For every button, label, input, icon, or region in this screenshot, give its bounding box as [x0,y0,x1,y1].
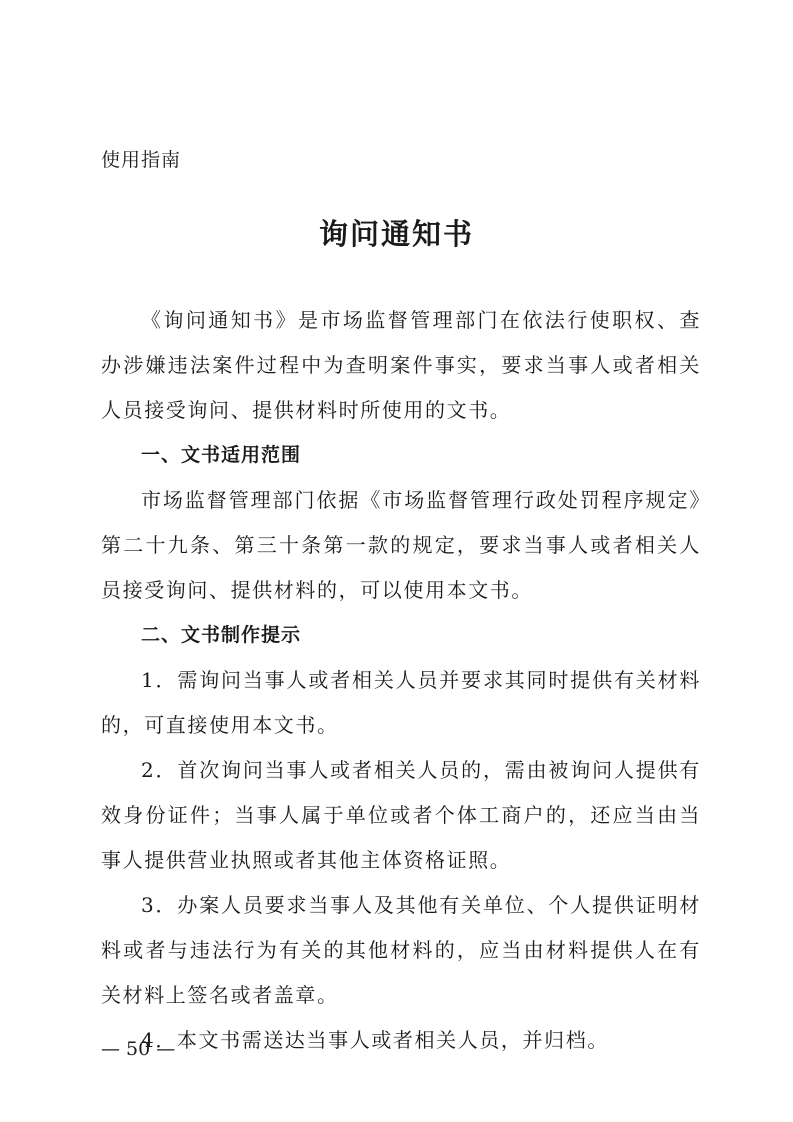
document-body [101,298,701,1063]
tip-item-2: 2．首次询问当事人或者相关人员的，需由被询问人提供有效身份证件；当事人属于单位或者个体工商户的，还应当由当事人提供营业执照或者其他主体资格证照。 [101,758,701,872]
page-number: — 50 — [101,1038,176,1060]
tip-item-4: 4．本文书需送达当事人或者相关人员，并归档。 [141,1028,609,1052]
section-1-paragraph: 市场监督管理部门依据《市场监督管理行政处罚程序规定》第二十九条、第三十条第一款的规定，要求当事人或者相关人员接受询问、提供材料的，可以使用本文书。 [101,488,701,602]
section-2-heading: 二、文书制作提示 [141,624,302,646]
document-title: 询问通知书 [318,217,474,251]
section-1-heading: 一、文书适用范围 [141,444,302,466]
intro-paragraph: 《询问通知书》是市场监督管理部门在依法行使职权、查办涉嫌违法案件过程中为查明案件事实，要求当事人或者相关人员接受询问、提供材料时所使用的文书。 [101,308,701,422]
header-label: 使用指南 [101,149,182,171]
tip-item-1: 1．需询问当事人或者相关人员并要求其同时提供有关材料的，可直接使用本文书。 [101,668,701,737]
tip-item-3: 3．办案人员要求当事人及其他有关单位、个人提供证明材料或者与违法行为有关的其他材料的，应当由材料提供人在有关材料上签名或者盖章。 [101,893,701,1007]
